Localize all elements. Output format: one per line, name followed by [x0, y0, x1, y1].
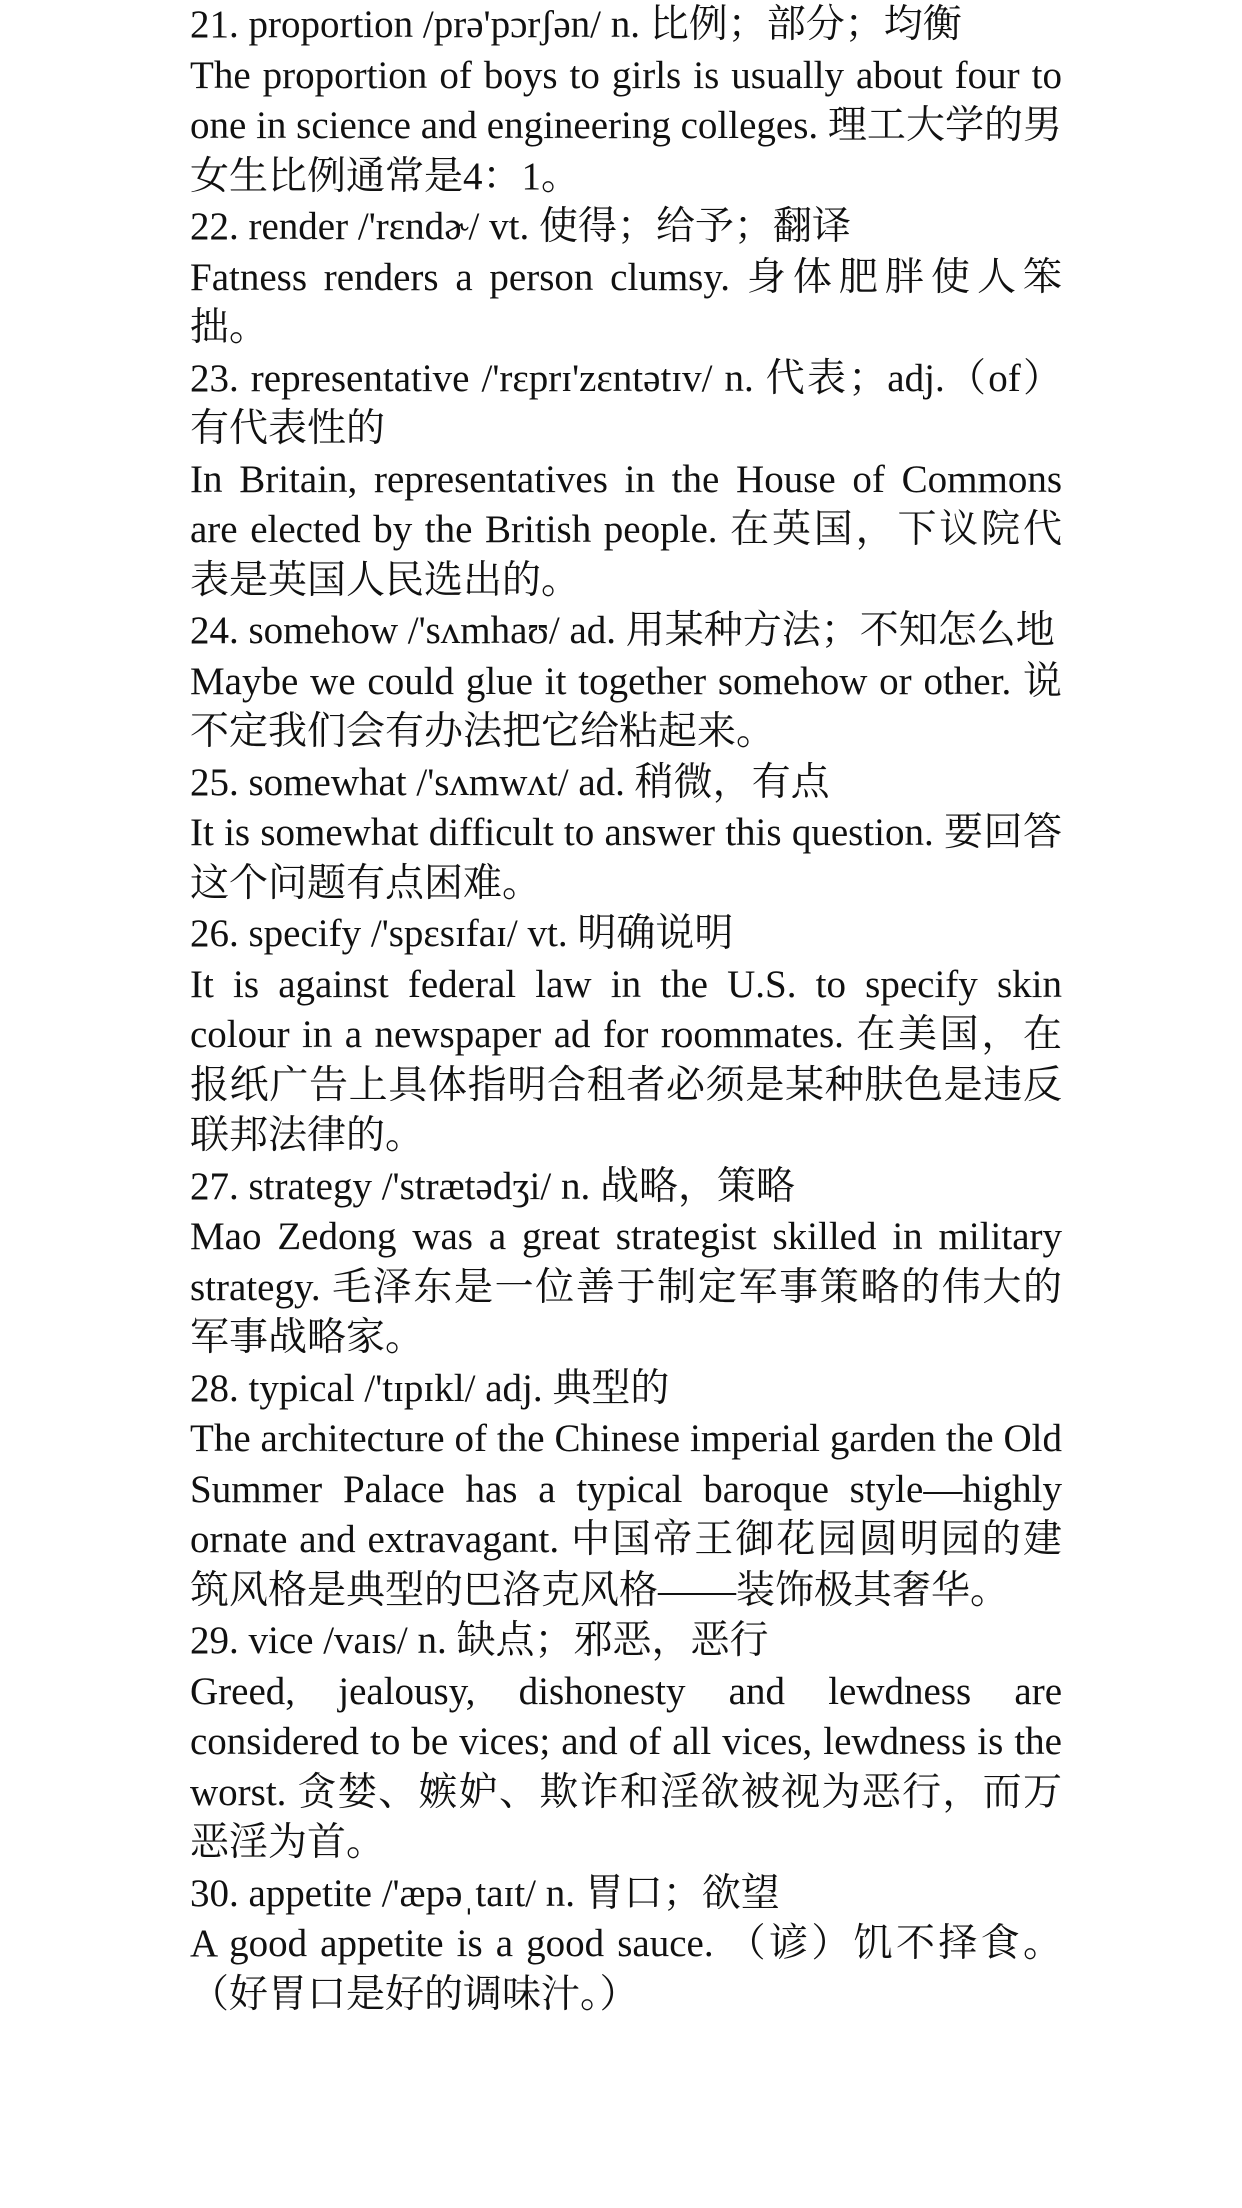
- phonetic: /'æpəˌtaɪt/: [381, 1871, 537, 1915]
- phonetic: /'sʌmwʌt/: [416, 760, 569, 804]
- part-of-speech-meaning: n. 战略，策略: [560, 1164, 795, 1208]
- headword: specify: [248, 912, 362, 955]
- vocab-entry: [190, 0, 1062, 202]
- entry-heading: [190, 1869, 1062, 1920]
- vocab-entry: [190, 202, 1062, 354]
- phonetic: /'spɛsɪfaɪ/: [370, 912, 518, 955]
- part-of-speech-meaning: n. 缺点；邪恶，恶行: [417, 1619, 769, 1662]
- entry-heading: [190, 606, 1062, 657]
- entry-number: 26.: [190, 912, 239, 955]
- entry-number: 27.: [190, 1164, 239, 1208]
- part-of-speech-meaning: n. 胃口；欲望: [545, 1871, 780, 1915]
- vocab-entry: [190, 1616, 1062, 1869]
- vocab-entry: [190, 909, 1062, 1162]
- part-of-speech-meaning: vt. 明确说明: [527, 912, 734, 955]
- entry-number: 21.: [190, 3, 239, 46]
- headword: somehow: [248, 609, 398, 652]
- phonetic: /'tɪpɪkl/: [364, 1366, 476, 1410]
- headword: proportion: [248, 3, 414, 46]
- example-sentence: The proportion of boys to girls is usually about four to one in science and engineering colleges. 理工大学的男女生比例通常是4：1。: [190, 53, 1062, 198]
- example-sentence: It is against federal law in the U.S. to specify skin colour in a newspaper ad for roommates. 在美国，在报纸广告上具体指明合租者必须是某种肤色是违反联邦法律的。: [190, 962, 1062, 1157]
- phonetic: /prə'pɔrʃən/: [422, 3, 601, 46]
- example-sentence: Mao Zedong was a great strategist skilled in military strategy. 毛泽东是一位善于制定军事策略的伟大的军事战略家。: [190, 1215, 1062, 1359]
- headword: render: [248, 205, 349, 248]
- phonetic: /'rɛprɪ'zɛntətɪv/: [481, 356, 713, 400]
- entry-heading: [190, 1364, 1062, 1415]
- entry-heading: [190, 202, 1062, 253]
- phonetic: /'sʌmhaʊ/: [407, 609, 560, 652]
- vocab-entry: [190, 1364, 1062, 1617]
- phonetic: /vaɪs/: [323, 1619, 408, 1662]
- part-of-speech-meaning: n. 比例；部分；均衡: [610, 3, 962, 46]
- vocab-entry: [190, 1162, 1062, 1364]
- entry-number: 28.: [190, 1366, 239, 1410]
- headword: representative: [250, 356, 470, 400]
- entry-heading: [190, 909, 1062, 960]
- entry-number: 24.: [190, 609, 239, 652]
- part-of-speech-meaning: ad. 用某种方法；不知怎么地: [569, 609, 1055, 652]
- entry-number: 25.: [190, 760, 239, 804]
- part-of-speech-meaning: vt. 使得；给予；翻译: [489, 205, 851, 248]
- phonetic: /'strætədʒi/: [381, 1164, 552, 1208]
- headword: strategy: [248, 1164, 372, 1208]
- vocab-entry: [190, 354, 1062, 607]
- headword: somewhat: [248, 760, 407, 804]
- entry-heading: [190, 0, 1062, 51]
- example-sentence: Greed, jealousy, dishonesty and lewdness are considered to be vices; and of all vices, lewdness is the worst. 贪婪、嫉妒、欺诈和淫欲被视为恶行，而万恶淫为首。: [190, 1669, 1062, 1864]
- entry-heading: [190, 758, 1062, 809]
- entry-number: 23.: [190, 356, 239, 400]
- headword: vice: [248, 1619, 314, 1662]
- part-of-speech-meaning: ad. 稍微，有点: [578, 760, 830, 804]
- entry-heading: [190, 354, 1062, 455]
- vocab-entry: [190, 606, 1062, 758]
- headword: appetite: [248, 1871, 372, 1915]
- part-of-speech-meaning: n. 代表；adj.（of）有代表性的: [190, 356, 1063, 450]
- part-of-speech-meaning: adj. 典型的: [485, 1366, 670, 1410]
- entry-number: 22.: [190, 205, 239, 248]
- headword: typical: [248, 1366, 355, 1410]
- example-sentence: In Britain, representatives in the House of Commons are elected by the British people. 在英国，下议院代表是英国人民选出的。: [190, 457, 1062, 602]
- entry-number: 29.: [190, 1619, 239, 1662]
- entry-number: 30.: [190, 1871, 239, 1915]
- entry-heading: [190, 1616, 1062, 1667]
- example-sentence: A good appetite is a good sauce. （谚）饥不择食。（好胃口是好的调味汁。）: [190, 1922, 1062, 2016]
- entry-heading: [190, 1162, 1062, 1213]
- vocab-entry: [190, 758, 1062, 910]
- example-sentence: The architecture of the Chinese imperial garden the Old Summer Palace has a typical baroque style—highly ornate and extravagant. 中国帝王御花园圆明园的建筑风格是典型的巴洛克风格——装饰极其奢华。: [190, 1417, 1062, 1612]
- example-sentence: Fatness renders a person clumsy. 身体肥胖使人笨拙。: [190, 255, 1062, 349]
- example-sentence: It is somewhat difficult to answer this question. 要回答这个问题有点困难。: [190, 811, 1062, 905]
- phonetic: /'rɛndɚ/: [357, 205, 480, 248]
- vocab-entry: [190, 1869, 1062, 2021]
- vocabulary-page: [190, 0, 1062, 2020]
- example-sentence: Maybe we could glue it together somehow or other. 说不定我们会有办法把它给粘起来。: [190, 659, 1062, 753]
